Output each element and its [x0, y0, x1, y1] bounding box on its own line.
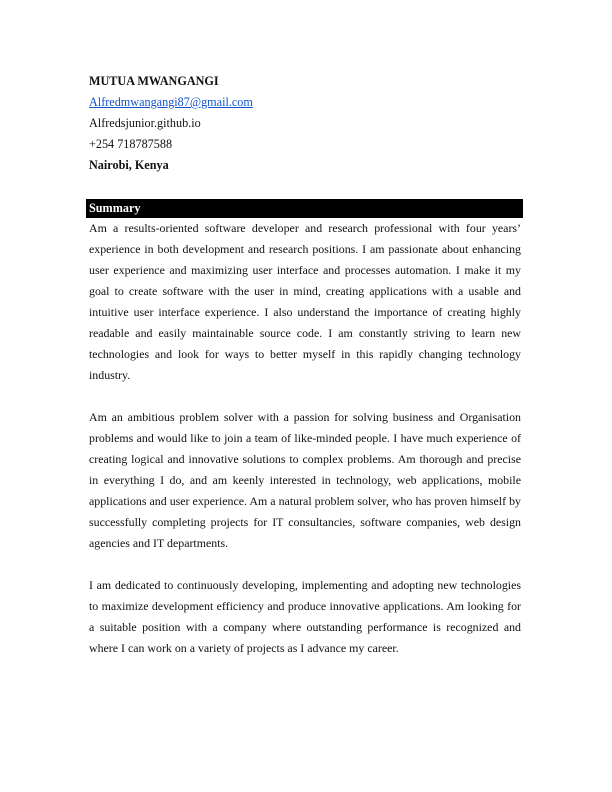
summary-heading-bar [86, 199, 523, 218]
summary-paragraph: Am an ambitious problem solver with a passion for solving business and Organisation problems and would like to join a team of like-minded people. I have much experience of creating logical and innovative solutions to complex problems. Am thorough and precise in everything I do, and am keenly interested in technology, web applications, mobile applications and user experience. Am a natural problem solver, who has proven himself by successfully completing projects for IT consultancies, software companies, web design agencies and IT departments. [89, 410, 521, 550]
summary-paragraph: I am dedicated to continuously developing, implementing and adopting new technologies to maximize development efficiency and produce innovative applications. Am looking for a suitable position with a company where outstanding performance is recognized and where I can work on a variety of projects as I advance my career. [89, 578, 521, 655]
email-link[interactable]: Alfredmwangangi87@gmail.com [89, 95, 253, 109]
phone-number: +254 718787588 [89, 137, 173, 151]
contact-header [89, 71, 529, 176]
email-line [89, 92, 529, 113]
website-text: Alfredsjunior.github.io [89, 116, 201, 130]
candidate-name: MUTUA MWANGANGI [89, 74, 219, 88]
summary-heading: Summary [89, 201, 141, 215]
summary-body [89, 218, 521, 659]
location-text: Nairobi, Kenya [89, 158, 169, 172]
summary-paragraph: Am a results-oriented software developer and research professional with four years’ experience in both development and research positions. I am passionate about enhancing user experience and maximizing user interface and processes automation. I make it my goal to create software with the user in mind, creating applications with a usable and intuitive user interface experience. I also understand the importance of creating highly readable and easily maintainable source code. I am constantly striving to learn new technologies and look for ways to better myself in this rapidly changing technology industry. [89, 221, 521, 382]
